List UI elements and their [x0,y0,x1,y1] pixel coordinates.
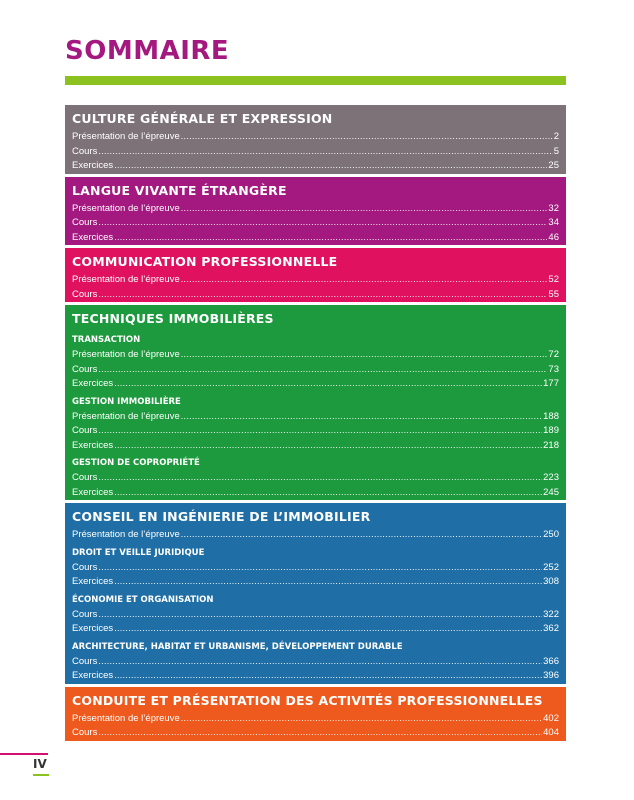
dot-leader [181,409,542,424]
toc-entry-page: 34 [548,217,559,228]
toc-entry-label: Cours [72,363,98,375]
subsection-title: DROIT ET VEILLE JURIDIQUE [72,547,205,558]
toc-entry-page: 404 [543,727,559,738]
folio-underline [33,774,49,776]
toc-entry-page: 73 [548,363,559,375]
toc-entry-page: 396 [543,670,559,681]
toc-entry[interactable] [72,470,559,485]
dot-leader [98,470,542,485]
toc-entry-label: Présentation de l’épreuve [72,712,180,724]
toc-entry-page: 188 [543,410,559,422]
page-title: SOMMAIRE [65,36,230,66]
section-title: CULTURE GÉNÉRALE ET EXPRESSION [72,111,333,126]
dot-leader [98,144,552,159]
toc-entry[interactable] [72,230,559,245]
dot-leader [114,158,547,173]
toc-entry[interactable] [72,272,559,287]
toc-entry-page: 2 [553,131,559,142]
toc-entry-page: 223 [543,472,559,483]
toc-entry-label: Présentation de l’épreuve [72,529,180,540]
toc-entry-label: Présentation de l’épreuve [72,202,180,214]
subsection-title: ÉCONOMIE ET ORGANISATION [72,594,214,605]
dot-leader [98,560,542,575]
toc-entry-page: 366 [543,655,559,667]
dot-leader [98,654,542,669]
toc-entry[interactable] [72,129,559,144]
toc-entry[interactable] [72,725,559,740]
section-title: TECHNIQUES IMMOBILIÈRES [72,311,274,326]
toc-section [65,687,566,741]
toc-entry[interactable] [72,376,559,391]
dot-leader [181,272,548,287]
subsection-title: GESTION IMMOBILIÈRE [72,396,181,407]
dot-leader [114,668,542,683]
toc-entry[interactable] [72,574,559,589]
dot-leader [181,201,548,216]
dot-leader [181,711,542,726]
dot-leader [98,287,547,302]
toc-entry-label: Cours [72,217,98,228]
dot-leader [98,362,547,377]
toc-entry-label: Cours [72,472,98,483]
toc-entry[interactable] [72,654,559,669]
toc-entry[interactable] [72,607,559,622]
toc-entry-page: 362 [543,623,559,634]
section-title: COMMUNICATION PROFESSIONNELLE [72,254,338,269]
subsection-title: TRANSACTION [72,335,141,345]
toc-entry-label: Exercices [72,231,114,243]
toc-entry-page: 308 [543,576,559,587]
dot-leader [98,215,547,230]
toc-entry-page: 322 [543,608,559,620]
dot-leader [181,129,553,144]
toc-entry-label: Cours [72,425,98,436]
toc-entry[interactable] [72,423,559,438]
toc-entry-label: Présentation de l’épreuve [72,410,180,422]
dot-leader [114,621,542,636]
toc-entry[interactable] [72,287,559,302]
toc-entry-page: 177 [543,378,559,389]
toc-entry[interactable] [72,438,559,453]
toc-entry-label: Cours [72,561,98,573]
toc-entry-label: Présentation de l’épreuve [72,131,180,142]
subsection-title: ARCHITECTURE, HABITAT ET URBANISME, DÉVELOPPEMENT DURABLE [72,641,403,652]
toc-section [65,177,566,246]
toc-entry-page: 55 [548,288,559,300]
section-title: CONDUITE ET PRÉSENTATION DES ACTIVITÉS PROFESSIONNELLES [72,692,543,708]
toc-entry[interactable] [72,621,559,636]
toc-entry[interactable] [72,215,559,230]
toc-entry-label: Exercices [72,623,114,634]
dot-leader [98,423,542,438]
toc-entry-label: Cours [72,288,98,300]
toc-entry-page: 72 [548,349,559,360]
dot-leader [98,725,542,740]
toc-entry-page: 46 [548,231,559,243]
toc-entry-page: 218 [543,439,559,451]
section-title: CONSEIL EN INGÉNIERIE DE L’IMMOBILIER [72,509,371,524]
toc-entry[interactable] [72,668,559,683]
dot-leader [181,347,548,362]
toc-entry-page: 402 [543,712,559,724]
toc-entry-page: 32 [548,202,559,214]
toc-entry-label: Exercices [72,378,114,389]
toc-entry-page: 25 [548,160,559,171]
toc-entry-page: 5 [553,145,559,157]
dot-leader [181,527,542,542]
toc-entry-page: 189 [543,425,559,436]
toc-entry-page: 245 [543,486,559,498]
toc-entry-label: Exercices [72,439,114,451]
toc-entry-page: 52 [548,274,559,285]
toc-entry-label: Présentation de l’épreuve [72,349,180,360]
subsection-title: GESTION DE COPROPRIÉTÉ [72,458,200,468]
toc-entry[interactable] [72,144,559,159]
dot-leader [114,574,542,589]
toc-entry-label: Cours [72,145,98,157]
toc-entry[interactable] [72,560,559,575]
dot-leader [114,485,542,500]
toc-entry-label: Exercices [72,486,114,498]
dot-leader [114,438,542,453]
toc-section [65,503,566,684]
toc-entry-label: Exercices [72,670,114,681]
page-number: IV [33,757,47,771]
dot-leader [114,230,547,245]
toc-entry[interactable] [72,527,559,542]
toc-entry-label: Cours [72,655,98,667]
toc-entry-label: Exercices [72,160,114,171]
dot-leader [98,607,542,622]
toc-section [65,105,566,174]
toc-entry[interactable] [72,347,559,362]
dot-leader [114,376,542,391]
toc-entry-label: Présentation de l’épreuve [72,274,180,285]
toc-entry-label: Cours [72,608,98,620]
toc-entry-label: Cours [72,727,98,738]
table-of-contents [65,105,566,741]
section-title: LANGUE VIVANTE ÉTRANGÈRE [72,182,287,198]
title-underline [65,76,566,85]
toc-entry-page: 252 [543,561,559,573]
toc-section [65,248,566,302]
toc-entry[interactable] [72,362,559,377]
toc-entry-page: 250 [543,529,559,540]
toc-entry[interactable] [72,158,559,173]
toc-entry[interactable] [72,485,559,500]
toc-entry-label: Exercices [72,576,114,587]
toc-entry[interactable] [72,201,559,216]
toc-section [65,305,566,500]
toc-entry[interactable] [72,711,559,726]
toc-entry[interactable] [72,409,559,424]
folio-rule [0,753,48,755]
